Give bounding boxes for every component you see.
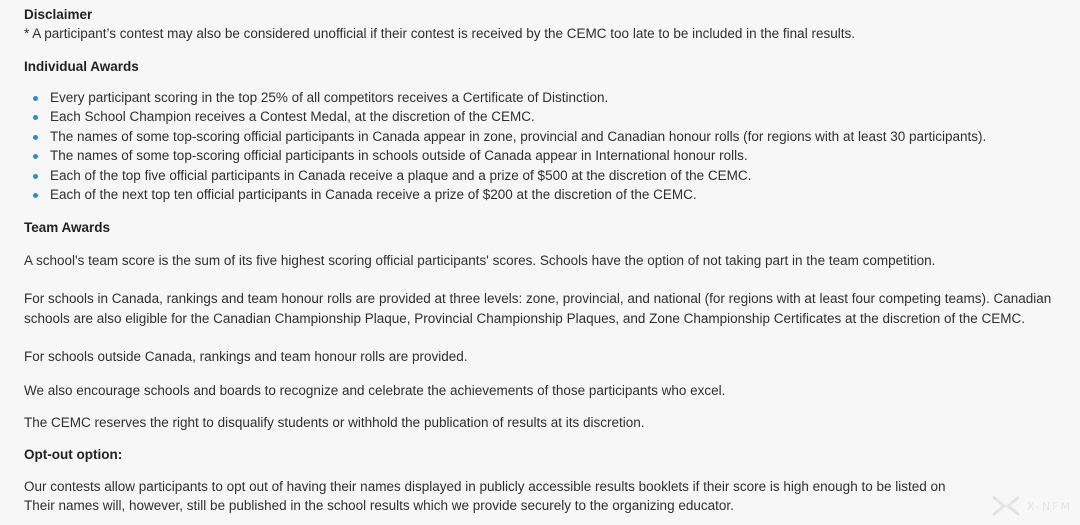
watermark [991,495,1072,517]
list-item-text: Each of the top five official participants in Canada receive a plaque and a prize of $500 at the discretion of the CEMC. [50,167,752,183]
bullet-icon [33,115,38,120]
list-item [24,185,1078,205]
opt-out-heading: Opt-out option: [24,446,123,462]
bullet-icon [33,193,38,198]
canada-rankings-paragraph [24,289,1078,328]
opt-out-line-2: Their names will, however, still be published in the school results which we provide securely to the organizing educator. [24,498,734,513]
opt-out-line-1: Our contests allow participants to opt out of having their names displayed in publicly accessible results booklets if their score is high enough to be listed on [24,478,946,494]
list-item [24,88,1078,108]
canada-rankings-line-1: For schools in Canada, rankings and team honour rolls are provided at three levels: zone, provincial, and national (for regions with at least four competing teams). Canadian [24,291,1052,306]
list-item-text: Every participant scoring in the top 25% of all competitors receives a Certificate of Distinction. [50,89,609,105]
bullet-icon [33,174,38,179]
list-item [24,166,1078,186]
individual-awards-list [24,88,1078,205]
bullet-icon [33,96,38,101]
individual-awards-heading: Individual Awards [24,58,139,74]
disclaimer-text: * A participant’s contest may also be considered unofficial if their contest is received by the CEMC too late to be included in the final results. [24,26,855,41]
outside-canada-paragraph: For schools outside Canada, rankings and team honour rolls are provided. [24,349,468,364]
encourage-paragraph: We also encourage schools and boards to recognize and celebrate the achievements of those participants who excel. [24,382,726,398]
list-item-text: Each School Champion receives a Contest Medal, at the discretion of the CEMC. [50,109,535,124]
watermark-text: X-NFM [1026,499,1072,513]
list-item [24,127,1078,147]
team-score-paragraph: A school's team score is the sum of its five highest scoring official participants' scores. Schools have the option of not taking part in the team competition. [24,252,936,268]
bullet-icon [33,154,38,159]
main-content [24,6,1078,516]
team-awards-heading: Team Awards [24,219,111,235]
list-item-text: The names of some top-scoring official participants in schools outside of Canada appear in International honour rolls. [50,148,748,163]
canada-rankings-line-2: schools are also eligible for the Canadian Championship Plaque, Provincial Championship Plaques, and Zone Championship Certificates at the discretion of the CEMC. [24,310,1026,326]
list-item-text: Each of the next top ten official participants in Canada receive a prize of $200 at the discretion of the CEMC. [50,187,697,202]
disclaimer-heading: Disclaimer [24,7,93,22]
reserve-rights-paragraph: The CEMC reserves the right to disqualify students or withhold the publication of results at its discretion. [24,415,645,430]
opt-out-paragraph [24,477,1078,516]
list-item [24,146,1078,166]
list-item-text: The names of some top-scoring official participants in Canada appear in zone, provincial and Canadian honour rolls (for regions with at least 30 participants). [50,128,987,144]
bullet-icon [33,135,38,140]
x-logo-icon [991,495,1021,517]
list-item [24,107,1078,127]
